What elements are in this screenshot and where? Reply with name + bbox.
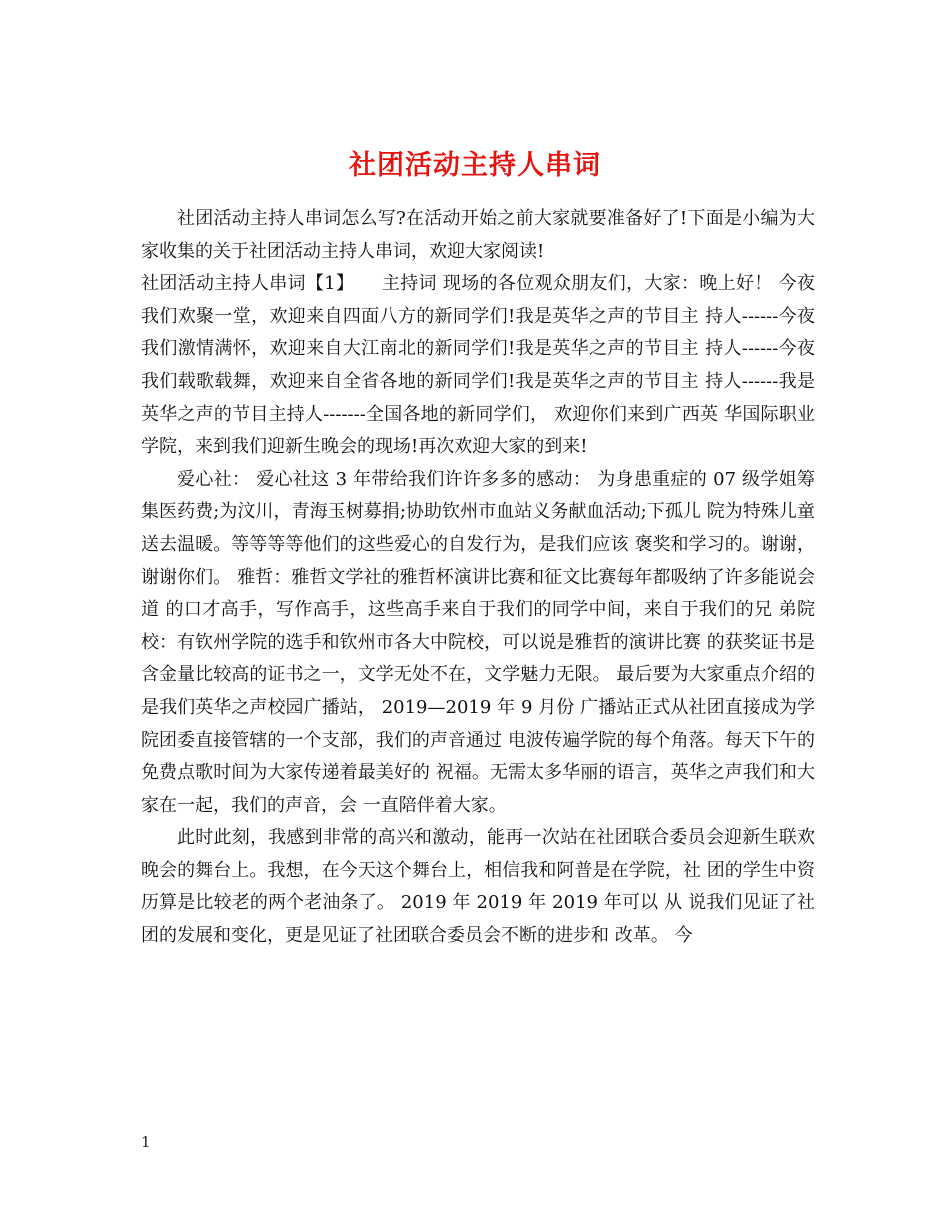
paragraph-clubs: 爱心社： 爱心社这 3 年带给我们许许多多的感动： 为身患重症的 07 级学姐筹 集医药费;为汶川，青海玉树募捐;协助钦州市血站义务献血活动;下孤儿 院为特殊儿童送去温暖。等等等等他们的这些爱心的自发行为，是我们应该 褒奖和学习的。谢谢，谢谢你们。 雅哲：雅哲文学社的雅哲杯演讲比赛和征文比赛每年都吸纳了许多能说会道 的口才高手，写作高手，这些高手来自于我们的同学中间，来自于我们的兄 弟院校：有钦州学院的选手和钦州市各大中院校，可以说是雅哲的演讲比赛 的获奖证书是含金量比较高的证书之一，文学无处不在，文学魅力无限。 最后要为大家重点介绍的是我们英华之声校园广播站， 2019—2019 年 9 月份 广播站正式从社团直接成为学院团委直接管辖的一个支部，我们的声音通过 电波传遍学院的每个角落。每天下午的免费点歌时间为大家传递着最美好的 祝福。无需太多华丽的语言，英华之声我们和大家在一起，我们的声音，会 一直陪伴着大家。 [141,468,815,816]
paragraph-section-1: 社团活动主持人串词【1】 主持词 现场的各位观众朋友们，大家：晚上好！ 今夜我们欢聚一堂，欢迎来自四面八方的新同学们!我是英华之声的节目主 持人------今夜我们激情满怀，欢迎来自大江南北的新同学们!我是英华之声的节目主 持人------今夜我们载歌载舞，欢迎来自全省各地的新同学们!我是英华之声的节目主 持人------我是英华之声的节目主持人-------全国各地的新同学们， 欢迎你们来到广西英 华国际职业学院，来到我们迎新生晚会的现场!再次欢迎大家的到来! [141,273,815,458]
paragraph-closing: 此时此刻，我感到非常的高兴和激动，能再一次站在社团联合委员会迎新生联欢晚会的舞台上。我想，在今天这个舞台上，相信我和阿普是在学院，社 团的学生中资历算是比较老的两个老油条了。 2019 年 2019 年 2019 年可以 从 说我们见证了社团的发展和变化，更是见证了社团联合委员会不断的进步和 改革。 今 [141,827,815,947]
document-body [141,203,815,953]
document-title: 社团活动主持人串词 [349,150,601,182]
page-number: 1 [141,1133,151,1151]
paragraph-intro: 社团活动主持人串词怎么写?在活动开始之前大家就要准备好了!下面是小编为大家收集的关于社团活动主持人串词，欢迎大家阅读! [141,208,815,262]
